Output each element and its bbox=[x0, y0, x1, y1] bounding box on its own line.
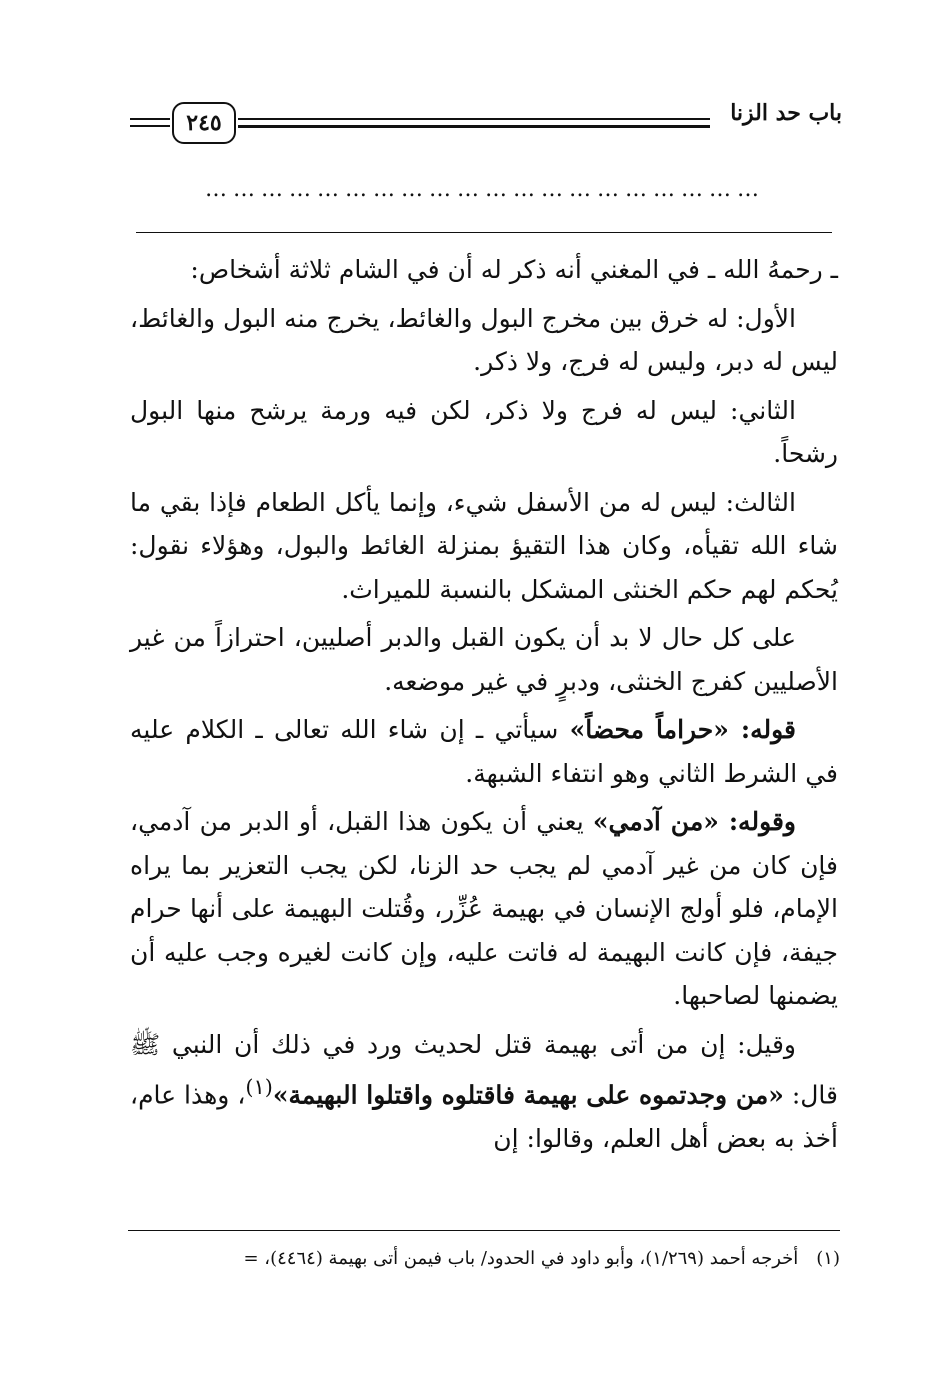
running-title: باب حد الزنا bbox=[730, 100, 842, 126]
footnote-text: أخرجه أحمد (١/٢٦٩)، وأبو داود في الحدود/ باب فيمن أتى بهيمة (٤٤٦٤)، = bbox=[243, 1248, 799, 1269]
paragraph: الثالث: ليس له من الأسفل شيء، وإنما يأكل الطعام فإذا بقي ما شاء الله تقيأه، وكان هذا التقيؤ بمنزلة الغائط والبول، وهؤلاء نقول: يُحكم لهم حكم الخنثى المشكل بالنسبة للميراث. bbox=[130, 487, 838, 604]
paragraph bbox=[130, 800, 838, 1018]
footnote-reference[interactable]: (١) bbox=[245, 1075, 273, 1099]
paragraph bbox=[130, 1023, 838, 1161]
quoted-phrase: وقوله: «من آدمي» bbox=[592, 807, 797, 836]
dotted-separator: …………………………………………………… bbox=[205, 180, 765, 200]
hadith-quote: «من وجدتموه على بهيمة فاقتلوه واقتلوا البهيمة» bbox=[272, 1080, 784, 1110]
footnote bbox=[114, 1246, 840, 1272]
main-text bbox=[130, 248, 838, 1165]
paragraph bbox=[130, 708, 838, 795]
paragraph-text: ، وهذا عام، أخذ به بعض أهل العلم، وقالوا: إن bbox=[130, 1080, 838, 1153]
section-divider bbox=[136, 232, 832, 233]
header-rule bbox=[238, 118, 710, 120]
page-header bbox=[130, 96, 842, 156]
paragraph: الأول: له خرق بين مخرج البول والغائط، يخرج منه البول والغائط، ليس له دبر، وليس له فرج، ولا ذكر. bbox=[130, 303, 838, 376]
footnote-separator bbox=[128, 1230, 840, 1231]
header-rule bbox=[130, 125, 170, 127]
header-rule bbox=[130, 118, 170, 120]
paragraph-text: وقيل: إن من أتى بهيمة قتل لحديث ورد في ذلك أن النبي ﷺ قال: bbox=[130, 1029, 838, 1110]
footnote-marker: (١) bbox=[816, 1248, 840, 1269]
paragraph: ـ رحمهُ الله ـ في المغني أنه ذكر له أن في الشام ثلاثة أشخاص: bbox=[190, 255, 838, 284]
paragraph: على كل حال لا بد أن يكون القبل والدبر أصليين، احترازاً من غير الأصليين كفرج الخنثى، ودبرٍ في غير موضعه. bbox=[130, 623, 838, 696]
paragraph: الثاني: ليس له فرج ولا ذكر، لكن فيه ورمة يرشح منها البول رشحاً. bbox=[130, 395, 838, 468]
header-rule bbox=[238, 125, 710, 128]
paragraph-text: يعني أن يكون هذا القبل، أو الدبر من آدمي، فإن كان من غير آدمي لم يجب حد الزنا، لكن يجب التعزير بما يراه الإمام، فلو أولج الإنسان في بهيمة عُزِّر، وقُتلت البهيمة على أنها حرام جيفة، فإن كانت البهيمة له فاتت عليه، وإن كانت لغيره وجب عليه أن يضمنها لصاحبها. bbox=[130, 807, 838, 1010]
paragraph-text: سيأتي ـ إن شاء الله تعالى ـ الكلام عليه في الشرط الثاني وهو انتفاء الشبهة. bbox=[130, 715, 838, 788]
quoted-phrase: قوله: «حراماً محضاً» bbox=[569, 715, 797, 744]
page-number: ٢٤٥ bbox=[172, 102, 236, 144]
